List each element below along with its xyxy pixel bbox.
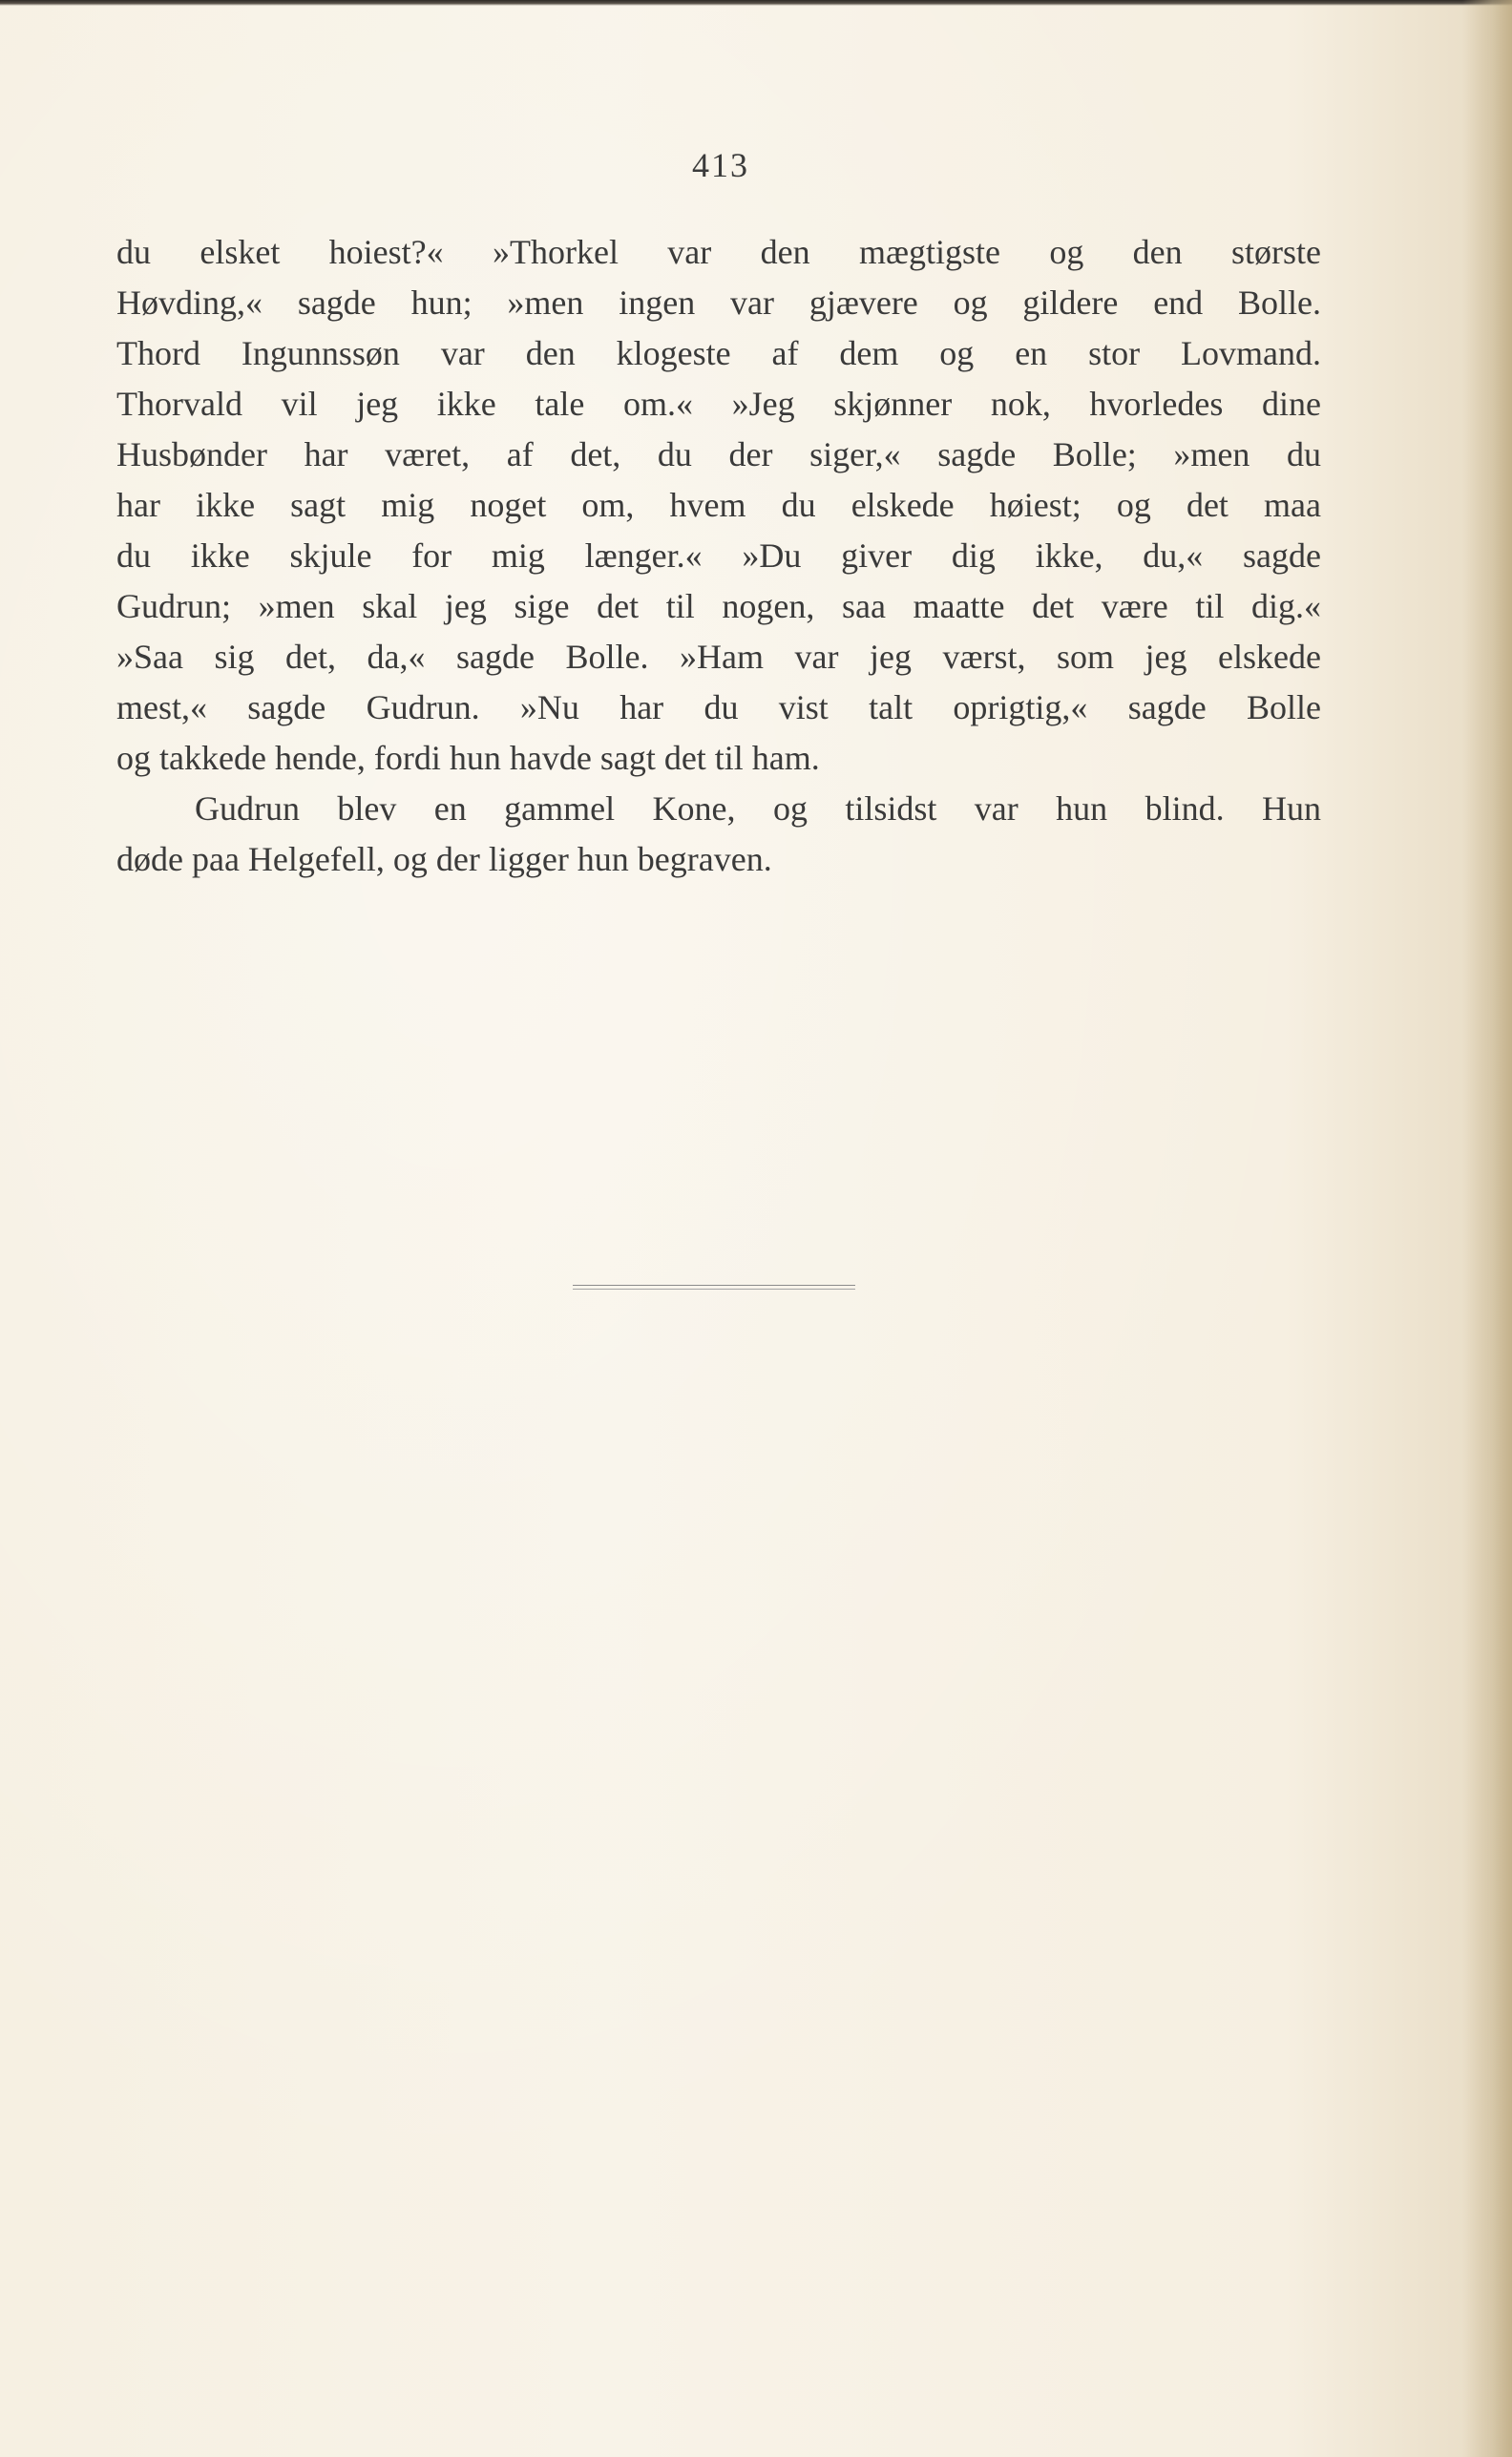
text-line: Husbønder har været, af det, du der siger,« sagde Bolle; »men du (116, 435, 1321, 473)
text-line: har ikke sagt mig noget om, hvem du elskede høiest; og det maa (116, 486, 1321, 524)
text-line: »Saa sig det, da,« sagde Bolle. »Ham var jeg værst, som jeg elskede (116, 638, 1321, 676)
text-line: Thord Ingunnssøn var den klogeste af dem og en stor Lovmand. (116, 334, 1321, 372)
page-binding-shadow (1462, 0, 1512, 2457)
text-line: Høvding,« sagde hun; »men ingen var gjævere og gildere end Bolle. (116, 284, 1321, 322)
text-line: mest,« sagde Gudrun. »Nu har du vist talt oprigtig,« sagde Bolle (116, 688, 1321, 726)
text-line: Gudrun; »men skal jeg sige det til nogen, saa maatte det være til dig.« (116, 587, 1321, 625)
text-line: og takkede hende, fordi hun havde sagt det til ham. (116, 739, 820, 777)
page-top-edge (0, 0, 1512, 6)
page-number: 413 (692, 146, 749, 184)
end-rule-divider (573, 1285, 855, 1290)
body-text (116, 227, 1321, 885)
text-line: Thorvald vil jeg ikke tale om.« »Jeg skjønner nok, hvorledes dine (116, 385, 1321, 423)
text-line: du elsket hoiest?« »Thorkel var den mægtigste og den største (116, 233, 1321, 271)
text-line: du ikke skjule for mig længer.« »Du giver dig ikke, du,« sagde (116, 536, 1321, 575)
paragraph-first-line: Gudrun blev en gammel Kone, og tilsidst var hun blind. Hun (195, 789, 1321, 828)
text-line: døde paa Helgefell, og der ligger hun begraven. (116, 840, 772, 878)
